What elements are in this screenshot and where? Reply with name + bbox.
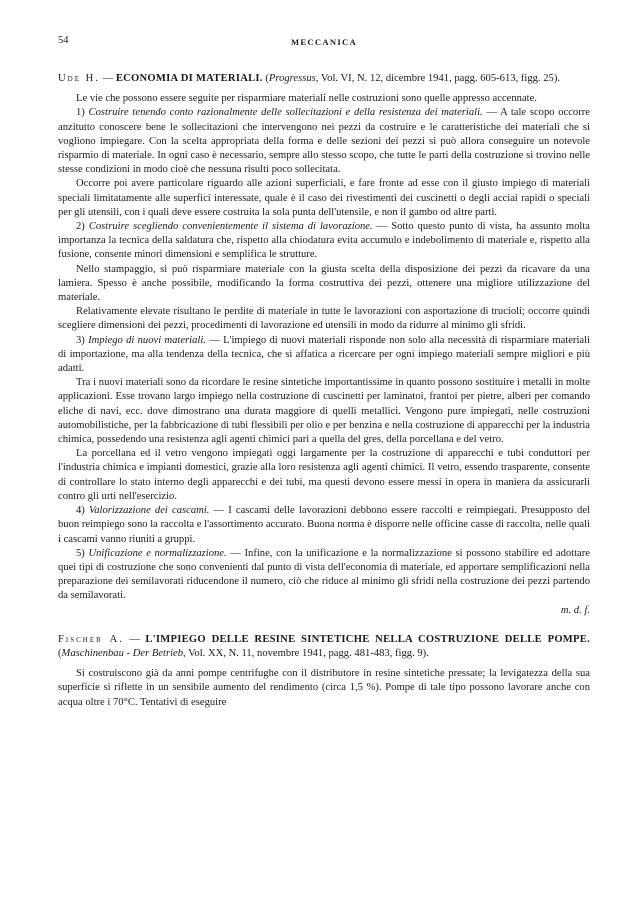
- entry-pub-open: (: [262, 73, 269, 84]
- paragraph-number: 2): [76, 221, 89, 233]
- paragraph-lead: Costruire scegliendo convenientemente il sistema di lavorazione.: [88, 221, 373, 233]
- document-page: [58, 34, 590, 710]
- paragraph: [58, 177, 590, 220]
- paragraph-text: — Sotto questo punto di vista, ha assunto molta importanza la tecnica della saldatura che, rispetto alla chiodatura evita accumulo e indebolimento di materiale e, rispetto alla fusione, consente minori dimensioni e semplifica le strutture.: [58, 221, 590, 261]
- abstract-entry-2: [58, 633, 590, 710]
- paragraph: [58, 106, 590, 177]
- entry-body: [58, 667, 590, 710]
- entry-heading: [58, 633, 590, 661]
- paragraph: [58, 92, 590, 106]
- entry-title: ECONOMIA DI MATERIALI.: [115, 73, 263, 84]
- paragraph-text: Relativamente elevate risultano le perdite di materiale in tutte le lavorazioni con asportazione di trucioli; occorre quindi scegliere dimensioni dei pezzi, procedimenti di lavorazione ed utensili in modo da ridurre al minimo gli sfridi.: [58, 306, 590, 332]
- entry-dash: —: [123, 633, 146, 645]
- paragraph-number: 4): [76, 505, 89, 517]
- page-number: 54: [58, 35, 69, 46]
- entry-details: , Vol. VI, N. 12, dicembre 1941, pagg. 605-613, figg. 25).: [315, 73, 561, 84]
- paragraph: [58, 667, 590, 710]
- paragraph-number: 3): [76, 334, 89, 346]
- entry-dash: —: [99, 73, 116, 84]
- paragraph-lead: Costruire tenendo conto razionalmente delle sollecitazioni e della resistenza dei materiali.: [88, 107, 483, 119]
- entry-pub-open: (: [58, 647, 62, 659]
- entry-title: L'IMPIEGO DELLE RESINE SINTETICHE NELLA COSTRUZIONE DELLE POMPE.: [145, 633, 590, 645]
- paragraph-lead: Unificazione e normalizzazione.: [88, 547, 227, 559]
- paragraph: [58, 220, 590, 263]
- paragraph-text: — Infine, con la unificazione e la normalizzazione si possono stabilire ed adottare quei tipi di costruzione che sono convenienti dal punto di vista dell'economia di materiale, ed apportare semplificazioni nella preparazione dei semilavorati riducendone il numero, ciò che riduce al minimo gli sfridi nella costruzione dei pezzi partendo da semilavorati.: [58, 547, 590, 602]
- paragraph: [58, 263, 590, 306]
- entry-publication: Progressus: [268, 73, 316, 84]
- running-title: MECCANICA: [290, 37, 358, 47]
- paragraph-text: — A tale scopo occorre anzitutto conoscere bene le sollecitazioni che intervengono nei pezzi da costruire e le caratteristiche dei materiali che si vogliono impiegare. Con la scelta appropriata della forma e delle sezioni dei pezzi si può allora conseguire un notevole risparmio di materiale. In ogni caso è necessario, sempre allo stesso scopo, che tutte le parti della costruzione si trovino nelle stesse condizioni in modo cioè che nessuna risulti poco sollecitata.: [58, 107, 590, 176]
- abstract-entry-1: [58, 72, 590, 618]
- paragraph-number: 1): [76, 107, 89, 119]
- entry-author: Fischer A.: [58, 633, 124, 645]
- paragraph-text: Si costruiscono già da anni pompe centrifughe con il distributore in resine sintetiche pressate; la levigatezza della sua superficie si riflette in un sensibile aumento del rendimento (circa 1,5 %). Pompe di tale tipo possono lavorare anche con acqua oltre i 70°C. Tentativi di eseguire: [58, 668, 590, 708]
- entry-signature: m. d. f.: [560, 604, 590, 616]
- paragraph: [58, 334, 590, 377]
- entry-publication: Maschinenbau - Der Betrieb: [61, 647, 184, 659]
- paragraph-text: — L'impiego di nuovi materiali risponde non solo alla necessità di risparmiare materiali di importazione, ma alla tendenza della tecnica, che si affatica a ricercare per ogni impiego materiali sempre migliori e più adatti.: [58, 334, 590, 375]
- paragraph: [58, 547, 590, 604]
- entry-body: [58, 92, 590, 603]
- paragraph-text: La porcellana ed il vetro vengono impiegati oggi largamente per la costruzione di apparecchi e tubi conduttori per l'industria chimica e impianti domestici, grazie alla loro resistenza agli agenti chimici. Il vetro, essendo trasparente, consente di controllare lo stato interno degli apparecchi e dei tubi, ma questi devono essere messi in opera in maniera da assicurarli contro gli urti nell'esercizio.: [58, 448, 590, 502]
- paragraph: [58, 305, 590, 333]
- paragraph-number: 5): [76, 547, 89, 559]
- paragraph-text: Occorre poi avere particolare riguardo alle azioni superficiali, e fare fronte ad esse con il giusto impiego di materiali speciali limitatamente alle superfici interessate, quale è il caso dei rivestimenti dei cuscinetti o degli acciai rapidi o speciali per gli utensili, con i quali deve essere costruita la sola punta dell'utensile, e non il gambo od altre parti.: [58, 178, 590, 218]
- paragraph-lead: Valorizzazione dei cascami.: [88, 505, 210, 517]
- paragraph-text: — I cascami delle lavorazioni debbono essere raccolti e reimpiegati. Presupposto del buon reimpiego sono la raccolta e l'assortimento accurato. Buona norma è disporre nelle officine casse di raccolta, nelle quali i cascami vanno riuniti a gruppi.: [58, 505, 590, 545]
- entry-details: , Vol. XX, N. 11, novembre 1941, pagg. 481-483, figg. 9).: [183, 647, 429, 659]
- paragraph-text: Tra i nuovi materiali sono da ricordare le resine sintetiche importantissime in quanto possono sostituire i metalli in molte applicazioni. Esse trovano largo impiego nella costruzione di cuscinetti per laminatoi, frantoi per pietre, alberi per comando eliche di navi, ecc. dove dimostrano una durata maggiore di quelli metallici. Vengono pure impiegati, nelle costruzioni automobilistiche, per la fabbricazione di tubi flessibili per olio e per benzina e nella costruzione di apparecchi per la industria chimica, possedendo una resistenza agli agenti chimici pari a quella del gres, della porcellana e del vetro.: [58, 377, 590, 446]
- paragraph: [58, 447, 590, 504]
- paragraph-text: Le vie che possono essere seguite per risparmiare materiali nelle costruzioni sono quelle appresso accennate.: [76, 93, 537, 105]
- page-header: [58, 34, 590, 50]
- entry-author: Ude H.: [58, 73, 100, 84]
- entry-heading: [58, 72, 590, 86]
- paragraph: [58, 504, 590, 547]
- paragraph: [58, 376, 590, 447]
- paragraph-text: Nello stampaggio, si può risparmiare materiale con la giusta scelta della disposizione dei pezzi da ricavare da una lamiera. Spesso è anche possibile, modificando la forma costruttiva dei pezzi, ottenere una migliore utilizzazione del materiale.: [58, 263, 590, 304]
- paragraph-lead: Impiego di nuovi materiali.: [88, 334, 206, 346]
